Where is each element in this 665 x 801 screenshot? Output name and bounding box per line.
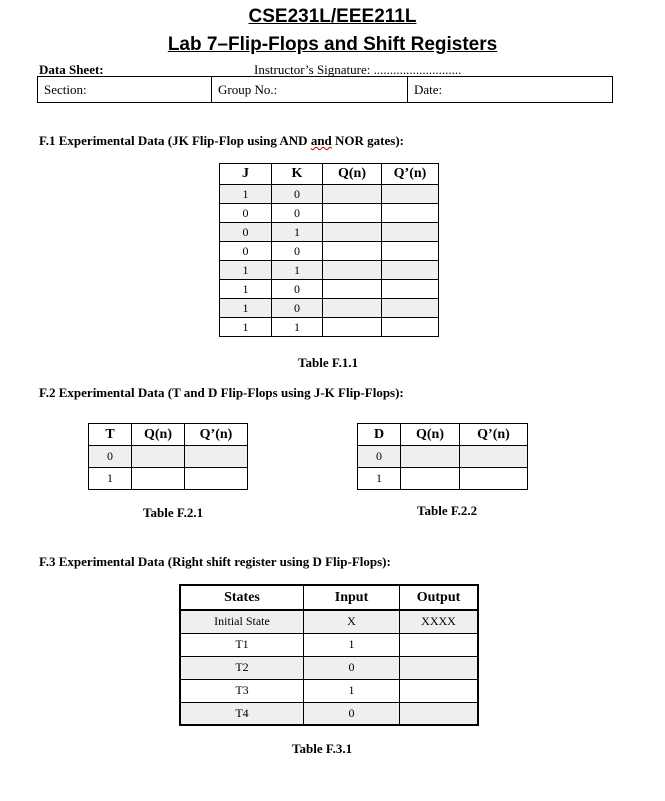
table-row [220,261,439,280]
t-col-qpn: Q’(n) [185,424,248,446]
jk-k-cell: 0 [272,299,323,318]
jk-col-j: J [220,164,272,185]
table-row [220,185,439,204]
sr-col-output: Output [400,585,479,610]
d-col-qpn: Q’(n) [460,424,528,446]
d-table [357,423,528,490]
jk-qn-cell[interactable] [323,204,382,223]
course-code: CSE231L/EEE211L [248,6,417,27]
sr-input-cell: 1 [304,679,400,702]
signature-label: Instructor’s Signature: ........................... [254,62,462,77]
jk-qpn-cell[interactable] [382,299,439,318]
info-row [37,76,613,103]
date-field[interactable]: Date: [408,77,613,103]
sr-output-cell[interactable] [400,702,479,725]
t-value-cell: 0 [89,446,132,468]
jk-k-cell: 0 [272,242,323,261]
t-qn-cell[interactable] [132,446,185,468]
sr-state-cell: T3 [180,679,304,702]
jk-table [219,163,439,337]
jk-k-cell: 1 [272,261,323,280]
sr-output-cell[interactable] [400,656,479,679]
sr-output-cell: XXXX [400,610,479,633]
table-row [220,242,439,261]
table-row [220,280,439,299]
d-value-cell: 0 [358,446,401,468]
sr-state-cell: T4 [180,702,304,725]
jk-k-cell: 1 [272,318,323,337]
jk-qpn-cell[interactable] [382,261,439,280]
f3-heading: F.3 Experimental Data (Right shift register using D Flip-Flops): [39,554,391,569]
jk-qpn-cell[interactable] [382,280,439,299]
jk-k-cell: 1 [272,223,323,242]
sr-input-cell: 0 [304,702,400,725]
sr-col-states: States [180,585,304,610]
sr-state-cell: T1 [180,633,304,656]
jk-j-cell: 1 [220,185,272,204]
jk-col-qn: Q(n) [323,164,382,185]
jk-qpn-cell[interactable] [382,223,439,242]
data-sheet-label: Data Sheet: [39,62,104,77]
f2-heading: F.2 Experimental Data (T and D Flip-Flops using J-K Flip-Flops): [39,385,404,400]
table-row [220,299,439,318]
t-qn-cell[interactable] [132,468,185,490]
jk-qn-cell[interactable] [323,185,382,204]
group-field[interactable]: Group No.: [212,77,408,103]
jk-qpn-cell[interactable] [382,185,439,204]
shift-register-table [179,584,479,726]
table-row [89,468,248,490]
sr-output-cell[interactable] [400,633,479,656]
sr-input-cell: 1 [304,633,400,656]
d-qpn-cell[interactable] [460,468,528,490]
jk-qn-cell[interactable] [323,242,382,261]
table-row [180,633,478,656]
table-row [358,468,528,490]
d-qn-cell[interactable] [401,446,460,468]
sr-state-cell: T2 [180,656,304,679]
jk-j-cell: 1 [220,261,272,280]
sr-output-cell[interactable] [400,679,479,702]
d-table-caption: Table F.2.2 [417,503,478,518]
jk-j-cell: 1 [220,299,272,318]
sr-input-cell: 0 [304,656,400,679]
d-col-d: D [358,424,401,446]
f1-heading-post: NOR gates): [335,133,405,148]
table-row [89,446,248,468]
jk-j-cell: 0 [220,242,272,261]
sr-col-input: Input [304,585,400,610]
jk-j-cell: 1 [220,280,272,299]
jk-k-cell: 0 [272,185,323,204]
jk-qpn-cell[interactable] [382,242,439,261]
d-col-qn: Q(n) [401,424,460,446]
table-row [358,446,528,468]
jk-qpn-cell[interactable] [382,318,439,337]
t-table-caption: Table F.2.1 [143,505,204,520]
jk-k-cell: 0 [272,204,323,223]
jk-qn-cell[interactable] [323,299,382,318]
jk-k-cell: 0 [272,280,323,299]
f3-caption: Table F.3.1 [292,741,353,756]
jk-qn-cell[interactable] [323,261,382,280]
f1-heading-pre: F.1 Experimental Data (JK Flip-Flop using AND [39,133,308,148]
table-row [220,223,439,242]
f1-heading-and: and [310,133,332,148]
t-col-qn: Q(n) [132,424,185,446]
table-row [220,318,439,337]
t-value-cell: 1 [89,468,132,490]
f1-heading [39,133,404,149]
jk-j-cell: 0 [220,204,272,223]
jk-col-k: K [272,164,323,185]
table-row [180,679,478,702]
t-col-t: T [89,424,132,446]
t-qpn-cell[interactable] [185,468,248,490]
f1-caption: Table F.1.1 [298,355,359,370]
jk-qn-cell[interactable] [323,223,382,242]
d-qpn-cell[interactable] [460,446,528,468]
t-table [88,423,248,490]
jk-qn-cell[interactable] [323,318,382,337]
d-qn-cell[interactable] [401,468,460,490]
sr-state-cell: Initial State [180,610,304,633]
lab-title: Lab 7–Flip-Flops and Shift Registers [167,34,498,55]
table-row [220,204,439,223]
jk-qn-cell[interactable] [323,280,382,299]
t-qpn-cell[interactable] [185,446,248,468]
section-field[interactable]: Section: [38,77,212,103]
jk-col-qpn: Q’(n) [382,164,439,185]
jk-j-cell: 1 [220,318,272,337]
jk-j-cell: 0 [220,223,272,242]
table-row [180,702,478,725]
sr-input-cell: X [304,610,400,633]
d-value-cell: 1 [358,468,401,490]
jk-qpn-cell[interactable] [382,204,439,223]
table-row [180,656,478,679]
table-row [180,610,478,633]
